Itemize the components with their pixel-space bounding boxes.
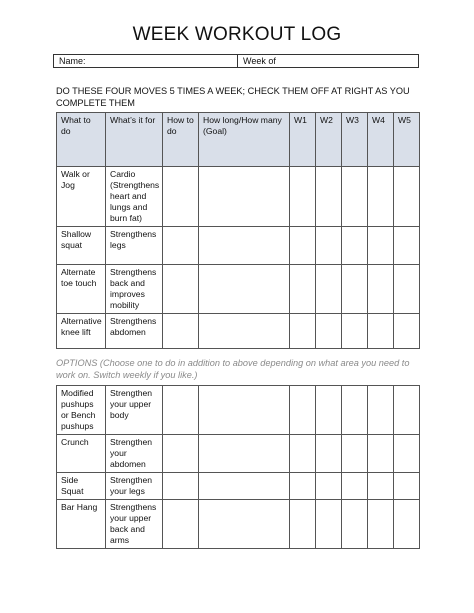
goal-cell[interactable] <box>199 227 290 265</box>
w4-check-cell[interactable] <box>368 314 394 349</box>
goal-cell[interactable] <box>199 500 290 549</box>
w1-check-cell[interactable] <box>290 265 316 314</box>
row-what: Crunch <box>57 435 106 473</box>
w1-check-cell[interactable] <box>290 227 316 265</box>
main-workout-table <box>56 112 420 349</box>
row-what: Shallow squat <box>57 227 106 265</box>
w4-check-cell[interactable] <box>368 435 394 473</box>
how-to-do-cell[interactable] <box>163 473 199 500</box>
row-why: Strengthen your abdomen <box>106 435 163 473</box>
w4-check-cell[interactable] <box>368 473 394 500</box>
w3-check-cell[interactable] <box>342 500 368 549</box>
w5-check-cell[interactable] <box>394 500 420 549</box>
how-to-do-cell[interactable] <box>163 167 199 227</box>
row-why: Cardio (Strengthens heart and lungs and burn fat) <box>106 167 163 227</box>
w1-check-cell[interactable] <box>290 167 316 227</box>
table-row <box>57 265 420 314</box>
name-field[interactable] <box>54 55 238 67</box>
row-what: Modified pushups or Bench pushups <box>57 386 106 435</box>
row-why: Strengthen your upper body <box>106 386 163 435</box>
options-workout-table <box>56 385 420 549</box>
table-row <box>57 227 420 265</box>
w2-check-cell[interactable] <box>316 500 342 549</box>
table-row <box>57 314 420 349</box>
w2-check-cell[interactable] <box>316 473 342 500</box>
header-w1: W1 <box>290 113 316 167</box>
row-why: Strengthens abdomen <box>106 314 163 349</box>
name-week-bar <box>53 54 419 68</box>
row-what: Side Squat <box>57 473 106 500</box>
w3-check-cell[interactable] <box>342 473 368 500</box>
header-how-to-do: How to do <box>163 113 199 167</box>
header-w2: W2 <box>316 113 342 167</box>
header-w3: W3 <box>342 113 368 167</box>
w1-check-cell[interactable] <box>290 386 316 435</box>
header-w4: W4 <box>368 113 394 167</box>
w3-check-cell[interactable] <box>342 227 368 265</box>
w1-check-cell[interactable] <box>290 473 316 500</box>
w1-check-cell[interactable] <box>290 435 316 473</box>
row-what: Alternate toe touch <box>57 265 106 314</box>
w2-check-cell[interactable] <box>316 435 342 473</box>
goal-cell[interactable] <box>199 314 290 349</box>
w4-check-cell[interactable] <box>368 227 394 265</box>
w5-check-cell[interactable] <box>394 227 420 265</box>
table-header-row <box>57 113 420 167</box>
table-row <box>57 473 420 500</box>
how-to-do-cell[interactable] <box>163 227 199 265</box>
w3-check-cell[interactable] <box>342 435 368 473</box>
w5-check-cell[interactable] <box>394 265 420 314</box>
w4-check-cell[interactable] <box>368 500 394 549</box>
w2-check-cell[interactable] <box>316 227 342 265</box>
table-row <box>57 500 420 549</box>
goal-cell[interactable] <box>199 435 290 473</box>
how-to-do-cell[interactable] <box>163 265 199 314</box>
instruction-text: DO THESE FOUR MOVES 5 TIMES A WEEK; CHECK THEM OFF AT RIGHT AS YOU COMPLETE THEM <box>56 86 410 108</box>
w5-check-cell[interactable] <box>394 435 420 473</box>
w1-check-cell[interactable] <box>290 500 316 549</box>
how-to-do-cell[interactable] <box>163 314 199 349</box>
row-what: Alternative knee lift <box>57 314 106 349</box>
w4-check-cell[interactable] <box>368 386 394 435</box>
goal-cell[interactable] <box>199 265 290 314</box>
name-label: Name: <box>59 56 86 66</box>
w2-check-cell[interactable] <box>316 386 342 435</box>
row-why: Strengthens your upper back and arms <box>106 500 163 549</box>
row-why: Strengthens back and improves mobility <box>106 265 163 314</box>
goal-cell[interactable] <box>199 473 290 500</box>
header-how-long: How long/How many (Goal) <box>199 113 290 167</box>
row-why: Strengthens legs <box>106 227 163 265</box>
goal-cell[interactable] <box>199 386 290 435</box>
w2-check-cell[interactable] <box>316 265 342 314</box>
table-row <box>57 167 420 227</box>
row-what: Bar Hang <box>57 500 106 549</box>
table-row <box>57 435 420 473</box>
w4-check-cell[interactable] <box>368 265 394 314</box>
row-why: Strengthen your legs <box>106 473 163 500</box>
page-title: WEEK WORKOUT LOG <box>132 24 342 45</box>
w5-check-cell[interactable] <box>394 386 420 435</box>
row-what: Walk or Jog <box>57 167 106 227</box>
w2-check-cell[interactable] <box>316 314 342 349</box>
header-what-to-do: What to do <box>57 113 106 167</box>
week-of-field[interactable] <box>238 55 418 67</box>
options-note: OPTIONS (Choose one to do in addition to above depending on what area you need to work on. Switch weekly if you like.) <box>56 358 410 380</box>
w5-check-cell[interactable] <box>394 473 420 500</box>
how-to-do-cell[interactable] <box>163 435 199 473</box>
w4-check-cell[interactable] <box>368 167 394 227</box>
w3-check-cell[interactable] <box>342 167 368 227</box>
w5-check-cell[interactable] <box>394 167 420 227</box>
w1-check-cell[interactable] <box>290 314 316 349</box>
how-to-do-cell[interactable] <box>163 386 199 435</box>
w3-check-cell[interactable] <box>342 314 368 349</box>
w2-check-cell[interactable] <box>316 167 342 227</box>
w3-check-cell[interactable] <box>342 265 368 314</box>
goal-cell[interactable] <box>199 167 290 227</box>
w3-check-cell[interactable] <box>342 386 368 435</box>
how-to-do-cell[interactable] <box>163 500 199 549</box>
week-of-label: Week of <box>243 56 276 66</box>
w5-check-cell[interactable] <box>394 314 420 349</box>
header-whats-it-for: What’s it for <box>106 113 163 167</box>
table-row <box>57 386 420 435</box>
header-w5: W5 <box>394 113 420 167</box>
